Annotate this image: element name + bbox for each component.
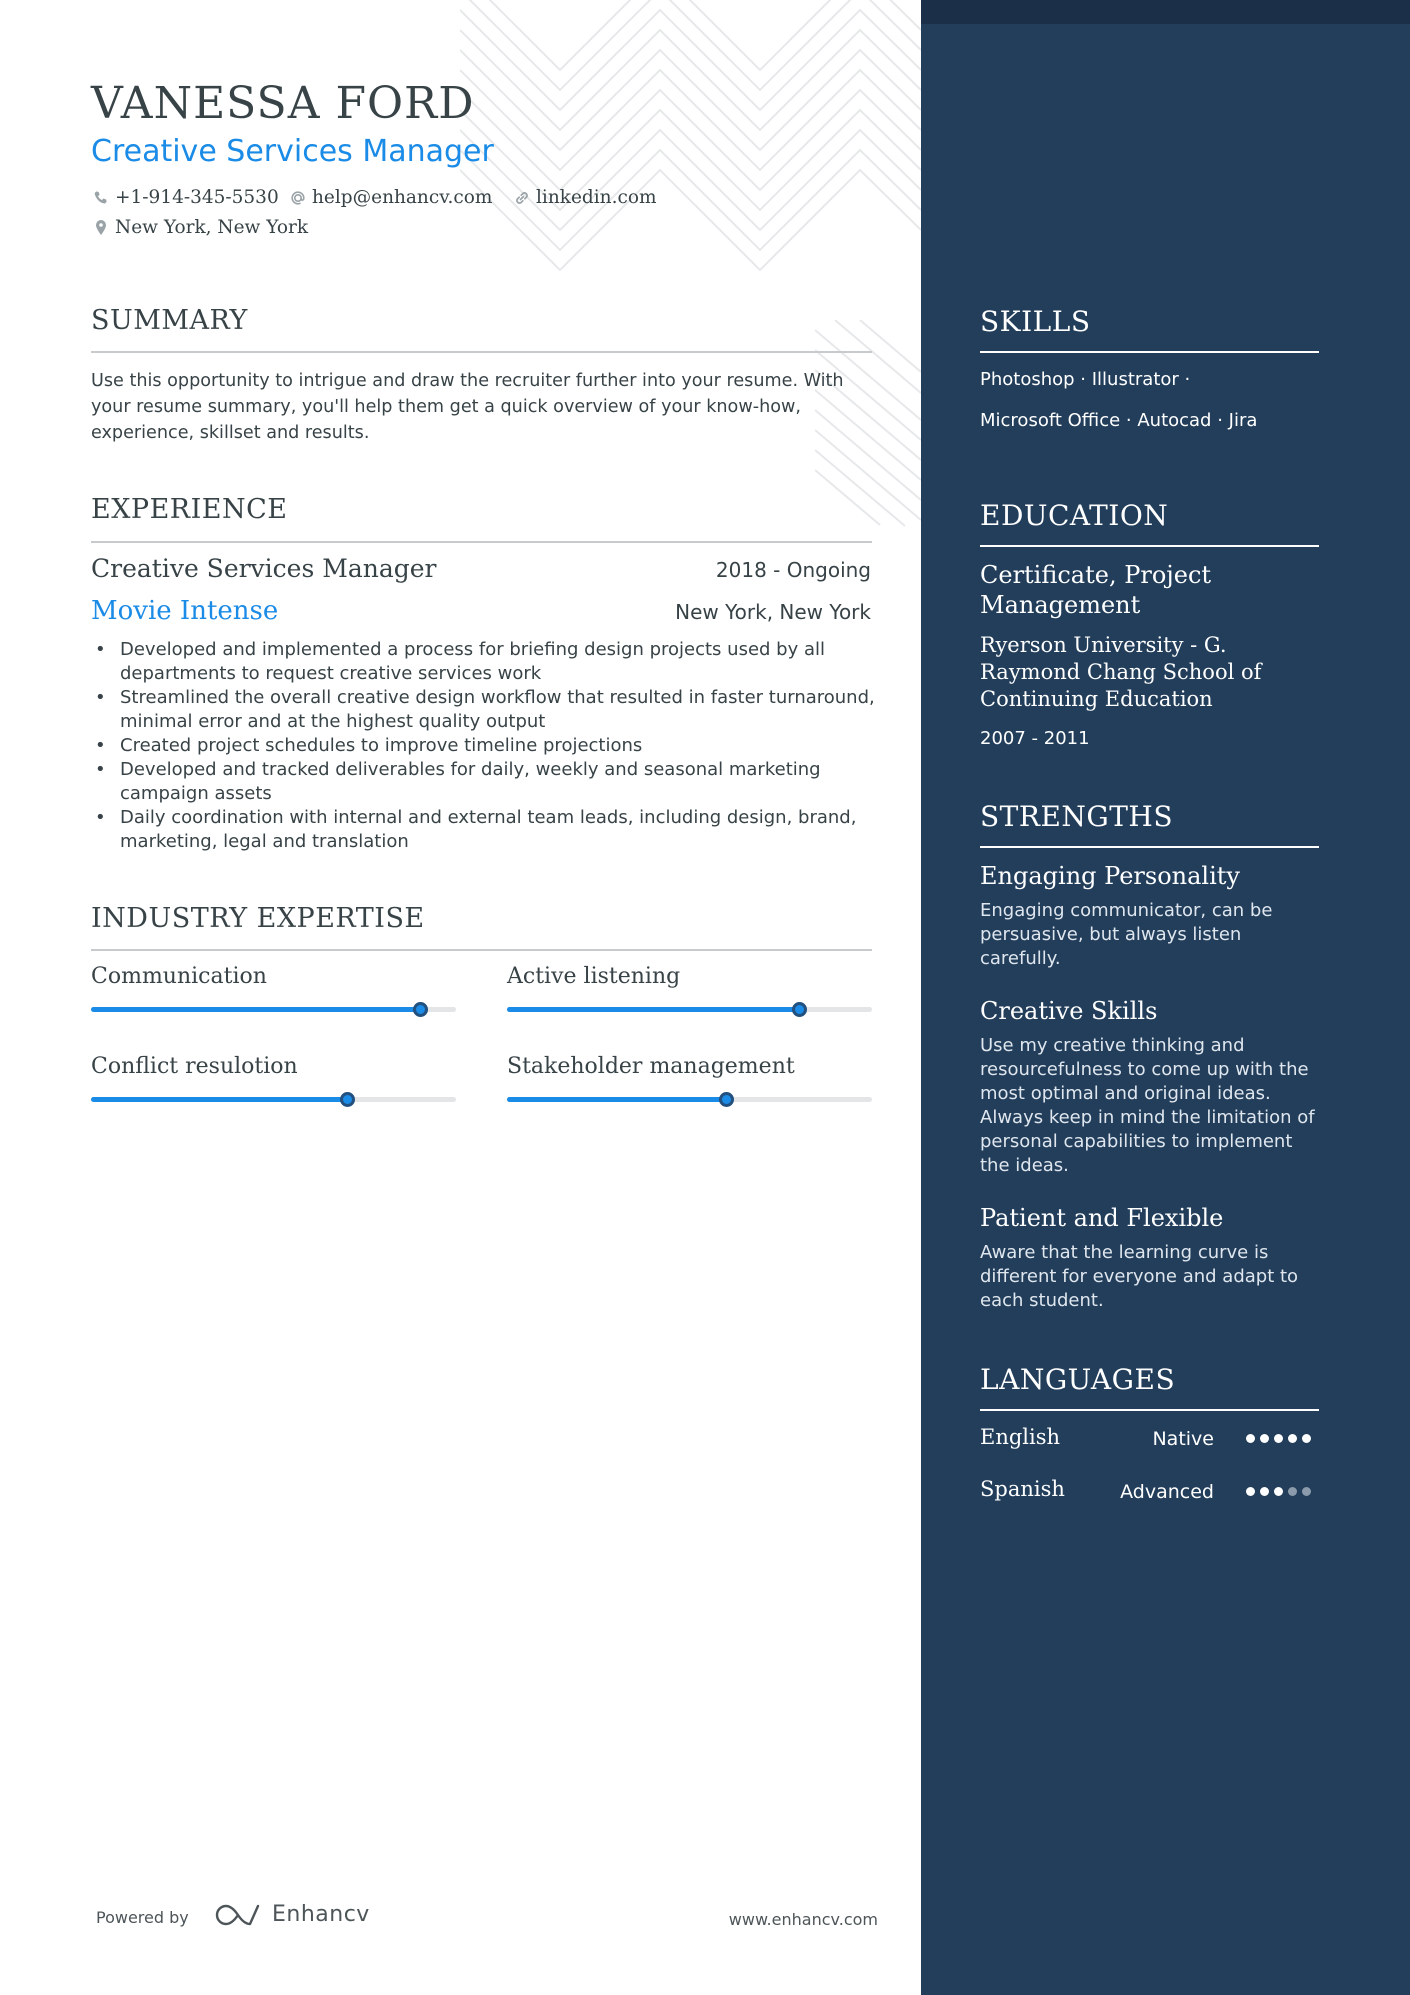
- language-rating: [1246, 1434, 1311, 1443]
- education-school: Ryerson University - G. Raymond Chang School of Continuing Education: [980, 633, 1262, 711]
- chevron-pattern-decoration: [460, 0, 921, 275]
- enhancv-logo-text: Enhancv: [272, 1902, 370, 1927]
- location-text: New York, New York: [115, 217, 309, 238]
- summary-divider: [91, 351, 872, 353]
- expertise-bar-knob: [719, 1092, 734, 1107]
- expertise-bar-fill: [91, 1007, 420, 1012]
- language-name: English: [980, 1425, 1061, 1449]
- experience-bullet: • Created project schedules to improve timeline projections: [91, 734, 881, 758]
- strength-text: Aware that the learning curve is different for everyone and adapt to each student.: [980, 1242, 1299, 1311]
- sidebar-top-band: [921, 0, 1410, 24]
- expertise-bar-fill: [91, 1097, 347, 1102]
- summary-text: Use this opportunity to intrigue and draw the recruiter further into your resume. With your resume summary, you'll help them get a quick overview of your know-how, experience, skillset and results.: [91, 371, 844, 443]
- language-level: Native: [1152, 1428, 1214, 1450]
- expertise-label: Stakeholder management: [507, 1054, 795, 1079]
- strengths-heading: STRENGTHS: [980, 800, 1174, 833]
- phone-icon: [91, 188, 111, 208]
- expertise-bar: [507, 1097, 872, 1102]
- expertise-bar: [507, 1007, 872, 1012]
- expertise-bar: [91, 1007, 456, 1012]
- skills-heading: SKILLS: [980, 305, 1091, 338]
- rating-dot-filled: [1302, 1434, 1311, 1443]
- education-heading: EDUCATION: [980, 499, 1169, 532]
- rating-dot-filled: [1246, 1487, 1255, 1496]
- rating-dot-empty: [1302, 1487, 1311, 1496]
- experience-bullet: • Streamlined the overall creative design workflow that resulted in faster turnaround, minimal error and at the highest quality output: [91, 686, 881, 734]
- expertise-label: Conflict resulotion: [91, 1054, 298, 1079]
- rating-dot-filled: [1288, 1434, 1297, 1443]
- phone-text: +1-914-345-5530: [115, 187, 279, 208]
- skills-line: Photoshop · Illustrator ·: [980, 369, 1191, 390]
- language-level: Advanced: [1120, 1481, 1214, 1503]
- strength-title: Creative Skills: [980, 997, 1158, 1025]
- expertise-bar-fill: [507, 1097, 726, 1102]
- summary-heading: SUMMARY: [91, 305, 248, 336]
- enhancv-logo-icon: [214, 1903, 262, 1927]
- candidate-name: VANESSA FORD: [91, 78, 475, 129]
- link-icon: [512, 188, 532, 208]
- expertise-heading: INDUSTRY EXPERTISE: [91, 903, 425, 934]
- contact-email[interactable]: [288, 187, 492, 208]
- skills-line: Microsoft Office · Autocad · Jira: [980, 410, 1258, 431]
- education-divider: [980, 545, 1319, 547]
- experience-company: Movie Intense: [91, 596, 279, 626]
- rating-dot-filled: [1274, 1487, 1283, 1496]
- rating-dot-filled: [1260, 1487, 1269, 1496]
- language-rating: [1246, 1487, 1311, 1496]
- strength-title: Engaging Personality: [980, 862, 1240, 890]
- contact-location: [91, 217, 308, 238]
- experience-dates: 2018 - Ongoing: [715, 558, 871, 582]
- rating-dot-empty: [1288, 1487, 1297, 1496]
- education-dates: 2007 - 2011: [980, 728, 1090, 749]
- languages-divider: [980, 1409, 1319, 1411]
- strength-title: Patient and Flexible: [980, 1204, 1224, 1232]
- expertise-bar: [91, 1097, 456, 1102]
- expertise-bar-knob: [413, 1002, 428, 1017]
- education-degree: Certificate, Project Management: [980, 561, 1212, 619]
- language-name: Spanish: [980, 1477, 1065, 1501]
- experience-bullet: • Developed and implemented a process for briefing design projects used by all departments to request creative services work: [91, 638, 881, 686]
- location-pin-icon: [91, 218, 111, 238]
- languages-heading: LANGUAGES: [980, 1363, 1176, 1396]
- experience-location: New York, New York: [675, 600, 871, 624]
- email-text[interactable]: help@enhancv.com: [312, 187, 493, 208]
- expertise-label: Active listening: [507, 964, 681, 989]
- contact-phone: [91, 187, 279, 208]
- strengths-divider: [980, 846, 1319, 848]
- experience-bullet: • Developed and tracked deliverables for daily, weekly and seasonal marketing campaign assets: [91, 758, 881, 806]
- experience-heading: EXPERIENCE: [91, 494, 288, 525]
- expertise-bar-knob: [792, 1002, 807, 1017]
- experience-bullet: • Daily coordination with internal and external team leads, including design, brand, marketing, legal and translation: [91, 806, 881, 854]
- candidate-title: Creative Services Manager: [91, 134, 494, 169]
- sidebar: [921, 0, 1410, 1995]
- skills-divider: [980, 351, 1319, 353]
- rating-dot-filled: [1246, 1434, 1255, 1443]
- expertise-label: Communication: [91, 964, 267, 989]
- contact-link[interactable]: [512, 187, 657, 208]
- rating-dot-filled: [1260, 1434, 1269, 1443]
- footer-website[interactable]: www.enhancv.com: [728, 1910, 878, 1929]
- link-text[interactable]: linkedin.com: [536, 187, 657, 208]
- strength-text: Use my creative thinking and resourcefulness to come up with the most optimal and original ideas. Always keep in mind the limitation of personal capabilities to implement the ideas.: [980, 1035, 1315, 1176]
- enhancv-logo[interactable]: [214, 1902, 370, 1927]
- rating-dot-filled: [1274, 1434, 1283, 1443]
- experience-role: Creative Services Manager: [91, 554, 437, 583]
- strength-text: Engaging communicator, can be persuasive, but always listen carefully.: [980, 900, 1273, 969]
- experience-divider: [91, 541, 872, 543]
- expertise-divider: [91, 949, 872, 951]
- at-icon: [288, 188, 308, 208]
- expertise-bar-knob: [340, 1092, 355, 1107]
- expertise-bar-fill: [507, 1007, 799, 1012]
- powered-by-label: Powered by: [96, 1908, 189, 1927]
- experience-bullets: [91, 638, 881, 854]
